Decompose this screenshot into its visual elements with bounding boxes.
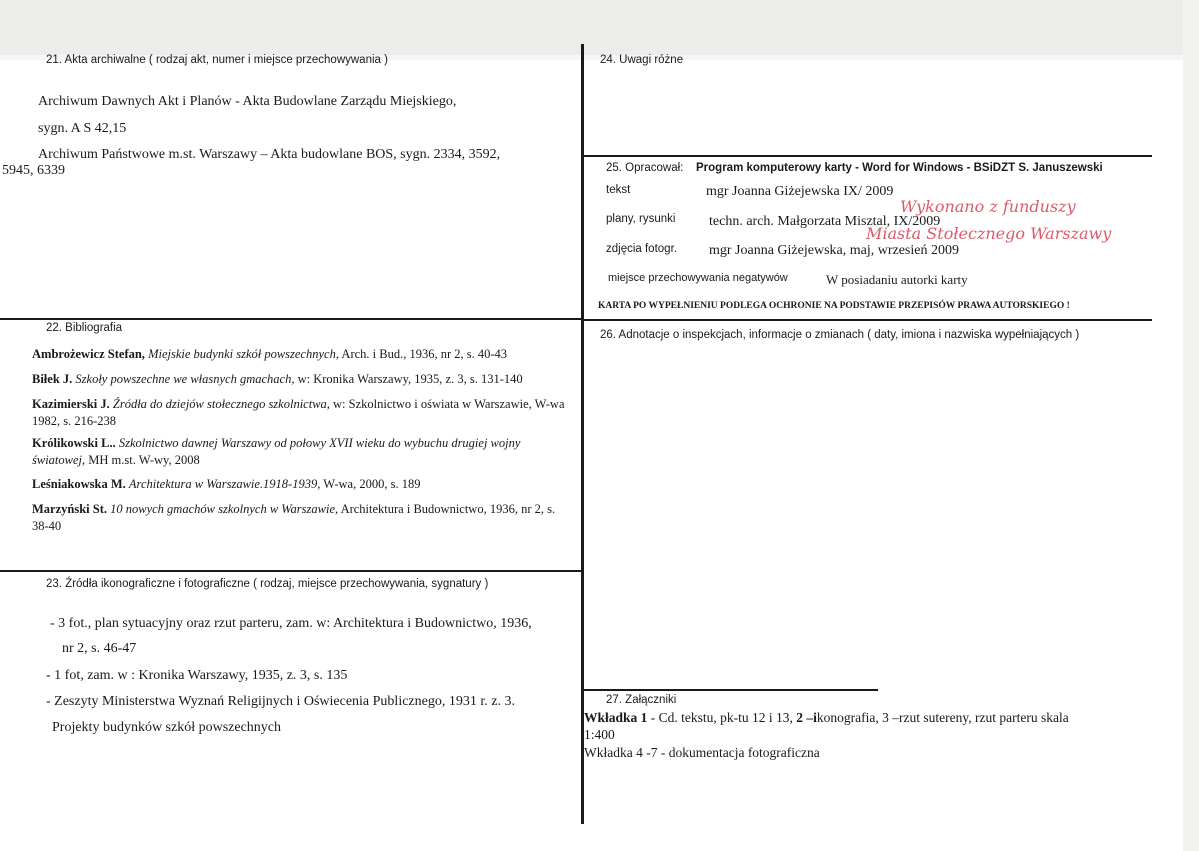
section-23-header: 23. Źródła ikonograficzne i fotograficzne ( rodzaj, miejsce przechowywania, sygnatury ) — [46, 578, 489, 590]
bib-details: w: Kronika Warszawy, 1935, z. 3, s. 131-140 — [297, 372, 523, 386]
bibliography-entry — [32, 476, 572, 493]
s27-text-a: - Cd. tekstu, pk-tu 12 i 13, — [647, 710, 797, 725]
s23-line-2: nr 2, s. 46-47 — [62, 641, 137, 656]
scan-right-edge — [1183, 0, 1199, 851]
section-24-header: 24. Uwagi różne — [600, 54, 684, 66]
s21-line-2: sygn. A S 42,15 — [38, 121, 127, 136]
s27-text-b: konografia, 3 –rzut sutereny, rzut parteru skala — [816, 710, 1069, 725]
negatywy-label: miejsce przechowywania negatywów — [608, 272, 788, 284]
bib-details: Architektura i Budownictwo, 1936, nr 2, s. 38-40 — [32, 502, 556, 533]
section-25-label: 25. Opracował: — [606, 162, 684, 174]
bibliography-entry — [32, 435, 572, 469]
s21-line-4: 5945, 6339 — [2, 163, 65, 178]
section-22-header: 22. Bibliografia — [46, 322, 123, 334]
bib-details: w: Szkolnictwo i oświata w Warszawie, W-wa 1982, s. 216-238 — [32, 397, 565, 428]
divider-25-26 — [584, 319, 1152, 321]
section-21-header: 21. Akta archiwalne ( rodzaj akt, numer i miejsce przechowywania ) — [46, 54, 388, 66]
bib-author: Królikowski L.. — [32, 436, 116, 450]
bibliography-entry — [32, 396, 572, 430]
funding-stamp-line-2: Miasta Stołecznego Warszawy — [866, 224, 1112, 243]
bib-details: MH m.st. W-wy, 2008 — [88, 453, 200, 467]
funding-stamp-line-1: Wykonano z funduszy — [900, 197, 1076, 216]
copyright-notice: KARTA PO WYPEŁNIENIU PODLEGA OCHRONIE NA PODSTAWIE PRZEPISÓW PRAWA AUTORSKIEGO ! — [598, 301, 1070, 311]
center-divider — [581, 44, 584, 824]
bib-title: Szkoły powszechne we własnych gmachach, — [75, 372, 295, 386]
zdjecia-label: zdjęcia fotogr. — [606, 243, 677, 255]
tekst-value: mgr Joanna Giżejewska IX/ 2009 — [706, 184, 894, 199]
bib-author: Ambrożewicz Stefan, — [32, 347, 145, 361]
bib-author: Biłek J. — [32, 372, 73, 386]
s27-wkladka-word: Wkładka — [584, 710, 641, 725]
s21-line-3: Archiwum Państwowe m.st. Warszawy – Akta budowlane BOS, sygn. 2334, 3592, — [38, 147, 501, 162]
scan-top-band — [0, 0, 1199, 55]
s23-line-1: - 3 fot., plan sytuacyjny oraz rzut parteru, zam. w: Architektura i Budownictwo, 1936, — [50, 616, 532, 631]
s23-line-3: - 1 fot, zam. w : Kronika Warszawy, 1935, z. 3, s. 135 — [46, 668, 348, 683]
section-25-program: Program komputerowy karty - Word for Windows - BSiDZT S. Januszewski — [696, 162, 1103, 174]
negatywy-value: W posiadaniu autorki karty — [826, 272, 968, 287]
s27-line-1 — [584, 710, 1069, 726]
s27-num-1: 1 — [640, 710, 648, 725]
bib-title: Architektura w Warszawie.1918-1939, — [128, 477, 321, 491]
plany-label: plany, rysunki — [606, 213, 676, 225]
bib-title: Źródła do dziejów stołecznego szkolnictwa, — [112, 397, 330, 411]
bib-details: Arch. i Bud., 1936, nr 2, s. 40-43 — [341, 347, 508, 361]
s23-line-4: - Zeszyty Ministerstwa Wyznań Religijnych i Oświecenia Publicznego, 1931 r. z. 3. — [46, 694, 515, 709]
s23-line-5: Projekty budynków szkół powszechnych — [52, 720, 282, 735]
s21-line-1: Archiwum Dawnych Akt i Planów - Akta Budowlane Zarządu Miejskiego, — [38, 94, 457, 109]
divider-22-23 — [0, 570, 582, 572]
bibliography-entry — [32, 501, 572, 535]
bib-author: Leśniakowska M. — [32, 477, 126, 491]
s27-num-2: 2 –i — [796, 710, 817, 725]
bib-title: Szkolnictwo dawnej Warszawy od połowy XVII wieku do wybuchu drugiej wojny światowej, — [32, 436, 521, 467]
zdjecia-value: mgr Joanna Giżejewska, maj, wrzesień 2009 — [709, 243, 959, 258]
bibliography-entry — [32, 346, 572, 363]
s27-line-3 — [584, 745, 820, 761]
s27-line-2: 1:400 — [584, 727, 615, 742]
bib-title: 10 nowych gmachów szkolnych w Warszawie, — [110, 502, 339, 516]
bibliography-entry — [32, 371, 572, 388]
bib-author: Kazimierski J. — [32, 397, 110, 411]
s27-line-3-text: Wkładka 4 -7 - dokumentacja fotograficzna — [584, 745, 820, 760]
divider-24-25 — [584, 155, 1152, 157]
divider-21-22 — [0, 318, 582, 320]
bib-author: Marzyński St. — [32, 502, 107, 516]
section-27-header: 27. Załączniki — [606, 694, 677, 706]
section-26-header: 26. Adnotacje o inspekcjach, informacje o zmianach ( daty, imiona i nazwiska wypełniających ) — [600, 329, 1080, 341]
divider-26-27 — [584, 689, 878, 691]
tekst-label: tekst — [606, 184, 631, 196]
plany-value: techn. arch. Małgorzata Misztal, IX/2009 — [709, 214, 941, 229]
bib-details: W-wa, 2000, s. 189 — [323, 477, 421, 491]
bib-title: Miejskie budynki szkół powszechnych, — [148, 347, 339, 361]
